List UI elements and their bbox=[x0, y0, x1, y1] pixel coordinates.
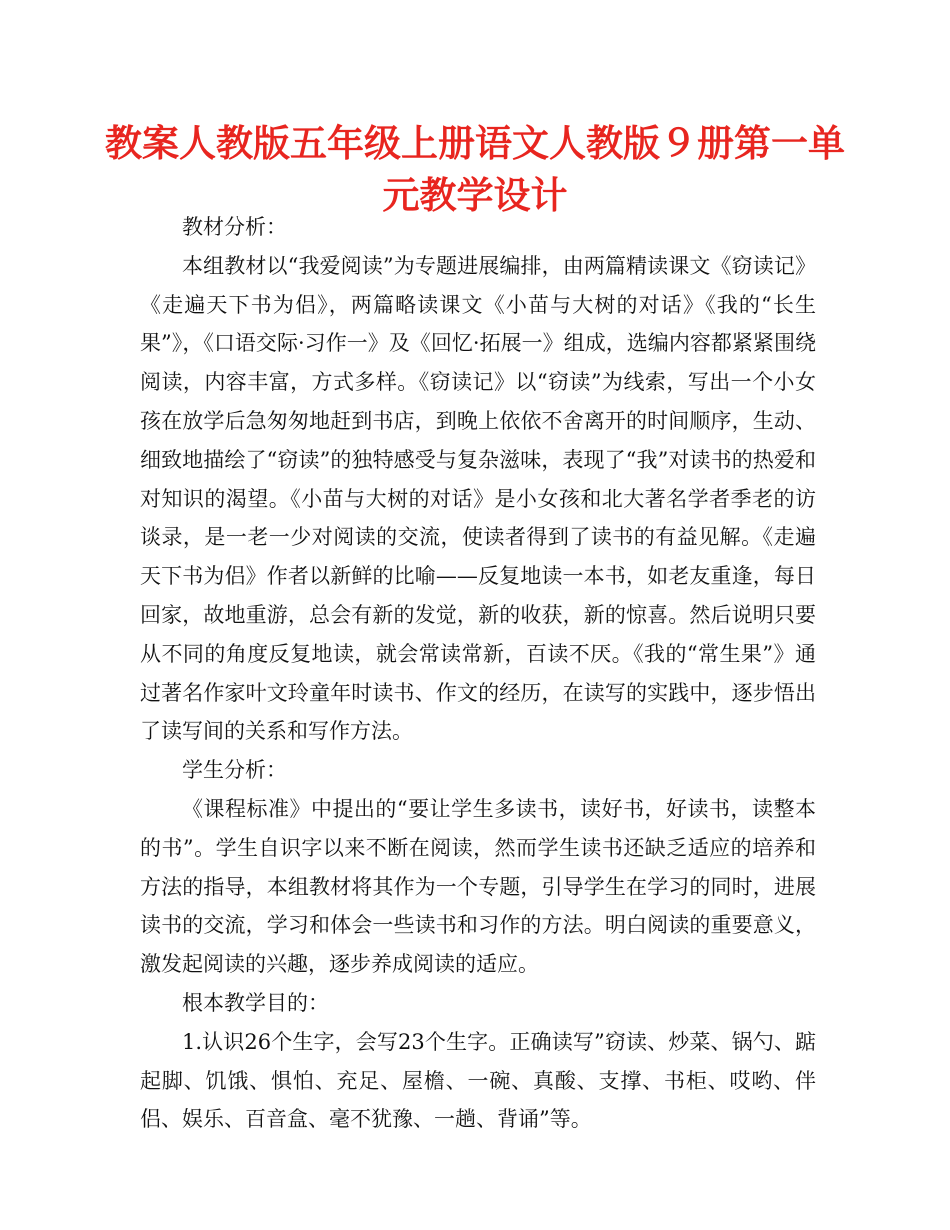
paragraph-student-analysis: 《课程标准》中提出的“要让学生多读书，读好书，好读书，读整本的书”。学生自识字以来不断在阅读，然而学生读书还缺乏适应的培养和方法的指导，本组教材将其作为一个专题，引导学生在学习的同时，进展读书的交流，学习和体会一些读书和习作的方法。明白阅读的重要意义，激发起阅读的兴趣，逐步养成阅读的适应。 bbox=[140, 796, 816, 977]
document-title: 教案人教版五年级上册语文人教版９册第一单元教学设计 bbox=[105, 122, 845, 217]
section-heading-teaching-goals: 根本教学目的： bbox=[182, 990, 329, 1015]
document-body bbox=[140, 208, 816, 1139]
section-heading-textbook-analysis: 教材分析： bbox=[182, 215, 287, 239]
paragraph-textbook-analysis: 本组教材以“我爱阅读”为专题进展编排，由两篇精读课文《窃读记》《走遍天下书为侣》，两篇略读课文《小苗与大树的对话》《我的“长生果”》，《口语交际·习作一》及《回忆·拓展一》组成，选编内容都紧紧围绕阅读，内容丰富，方式多样。《窃读记》以“窃读”为线索，写出一个小女孩在放学后急匆匆地赶到书店，到晚上依依不舍离开的时间顺序，生动、细致地描绘了“窃读”的独特感受与复杂滋味，表现了“我”对读书的热爱和对知识的渴望。《小苗与大树的对话》是小女孩和北大著名学者季老的访谈录，是一老一少对阅读的交流，使读者得到了读书的有益见解。《走遍天下书为侣》作者以新鲜的比喻——反复地读一本书，如老友重逢，每日回家，故地重游，总会有新的发觉，新的收获，新的惊喜。然后说明只要从不同的角度反复地读，就会常读常新，百读不厌。《我的“常生果”》通过著名作家叶文玲童年时读书、作文的经历，在读写的实践中，逐步悟出了读写间的关系和写作方法。 bbox=[140, 253, 816, 744]
section-heading-student-analysis: 学生分析： bbox=[182, 758, 287, 783]
paragraph-goal-1: 1.认识26个生字，会写23个生字。正确读写”窃读、炒菜、锅勺、踮起脚、饥饿、惧怕、充足、屋檐、一碗、真酸、支撑、书柜、哎哟、伴侣、娱乐、百音盒、毫不犹豫、一趟、背诵”等。 bbox=[140, 1029, 816, 1132]
